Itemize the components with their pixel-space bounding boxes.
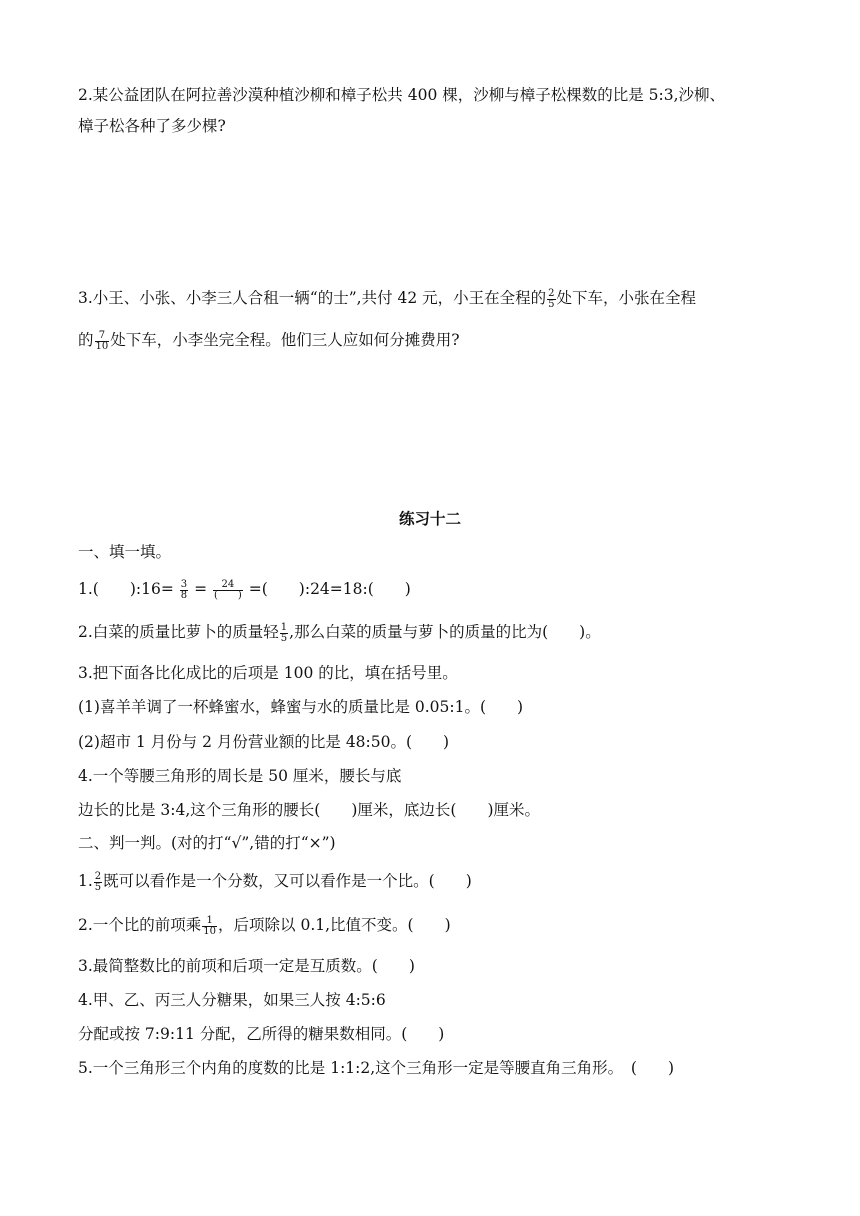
- fraction-numerator: 2: [548, 287, 555, 299]
- fraction-numerator: 7: [98, 329, 106, 341]
- fraction-three-eighths: [180, 580, 188, 601]
- fill-question-1: [78, 578, 411, 601]
- j2-text-b: ，后项除以 0.1,比值不变。( ): [218, 916, 451, 934]
- q1-text-a: 1.( ):16=: [78, 580, 174, 598]
- fraction-denominator: 5: [94, 881, 102, 893]
- judge-question-3: 3.最简整数比的前项和后项一定是互质数。( ): [78, 957, 415, 975]
- fraction-two-fifths: [547, 289, 555, 310]
- part-1-heading: 一、填一填。: [78, 543, 172, 561]
- fill-question-4-line-1: 4.一个等腰三角形的周长是 50 厘米，腰长与底: [78, 767, 402, 785]
- fraction-one-fifth: [280, 623, 288, 644]
- fill-question-2: [78, 621, 601, 644]
- fraction-numerator: 1: [206, 914, 213, 926]
- fraction-denominator: 10: [95, 340, 109, 352]
- judge-question-5: 5.一个三角形三个内角的度数的比是 1:1:2,这个三角形一定是等腰直角三角形。 ( ): [78, 1059, 675, 1077]
- fraction-seven-tenths: [95, 331, 110, 352]
- problem-2-line-2: 樟子松各种了多少棵?: [78, 117, 226, 135]
- j1-text-a: 1.: [78, 872, 93, 890]
- fraction-denominator: 8: [180, 589, 188, 601]
- q2-text-b: ,那么白菜的质量与萝卜的质量的比为( )。: [289, 623, 601, 641]
- fraction-denominator: 5: [548, 298, 555, 310]
- part-2-heading: 二、判一判。(对的打“√”,错的打“×”): [78, 834, 336, 852]
- fraction-denominator: ( ): [214, 589, 242, 601]
- problem-2-line-1: 2.某公益团队在阿拉善沙漠种植沙柳和樟子松共 400 棵，沙柳与樟子松棵数的比是 5:3,沙柳、: [78, 86, 726, 104]
- fraction-denominator: 10: [203, 925, 217, 937]
- problem-3-text-c: 的: [78, 331, 94, 349]
- q1-equals: =: [194, 580, 208, 598]
- fill-question-4-line-2: 边长的比是 3:4,这个三角形的腰长( )厘米，底边长( )厘米。: [78, 801, 540, 819]
- fraction-numerator: 24: [221, 578, 235, 590]
- problem-3-line-2: [78, 329, 460, 352]
- q2-text-a: 2.白菜的质量比萝卜的质量轻: [78, 623, 279, 641]
- fraction-numerator: 3: [180, 578, 188, 590]
- judge-question-4-line-1: 4.甲、乙、丙三人分糖果，如果三人按 4:5:6: [78, 991, 386, 1009]
- fraction-numerator: 1: [280, 621, 288, 633]
- judge-question-2: [78, 914, 451, 937]
- j2-text-a: 2.一个比的前项乘: [78, 916, 202, 934]
- problem-3-line-1: [78, 287, 696, 310]
- j1-text-b: 既可以看作是一个分数，又可以看作是一个比。( ): [103, 872, 472, 890]
- problem-3-text-d: 处下车，小李坐完全程。他们三人应如何分摊费用?: [110, 331, 460, 349]
- fraction-one-tenth: [202, 916, 217, 937]
- fraction-numerator: 2: [94, 870, 102, 882]
- q1-text-b: =( ):24=18:( ): [248, 580, 411, 598]
- fill-question-3: 3.把下面各比化成比的后项是 100 的比，填在括号里。: [78, 664, 458, 682]
- fraction-denominator: 5: [280, 632, 288, 644]
- judge-question-4-line-2: 分配或按 7:9:11 分配，乙所得的糖果数相同。( ): [78, 1025, 445, 1043]
- problem-3-text-b: 处下车，小张在全程: [556, 289, 697, 307]
- judge-question-1: [78, 870, 472, 893]
- section-title: 练习十二: [398, 510, 461, 528]
- fill-question-3-1: (1)喜羊羊调了一杯蜂蜜水，蜂蜜与水的质量比是 0.05:1。( ): [78, 698, 524, 716]
- fraction-two-fifths: [94, 872, 102, 893]
- problem-3-text-a: 3.小王、小张、小李三人合租一辆“的士”,共付 42 元，小王在全程的: [78, 289, 547, 307]
- fill-question-3-2: (2)超市 1 月份与 2 月份营业额的比是 48:50。( ): [78, 733, 450, 751]
- fraction-24-over-blank: [213, 580, 243, 601]
